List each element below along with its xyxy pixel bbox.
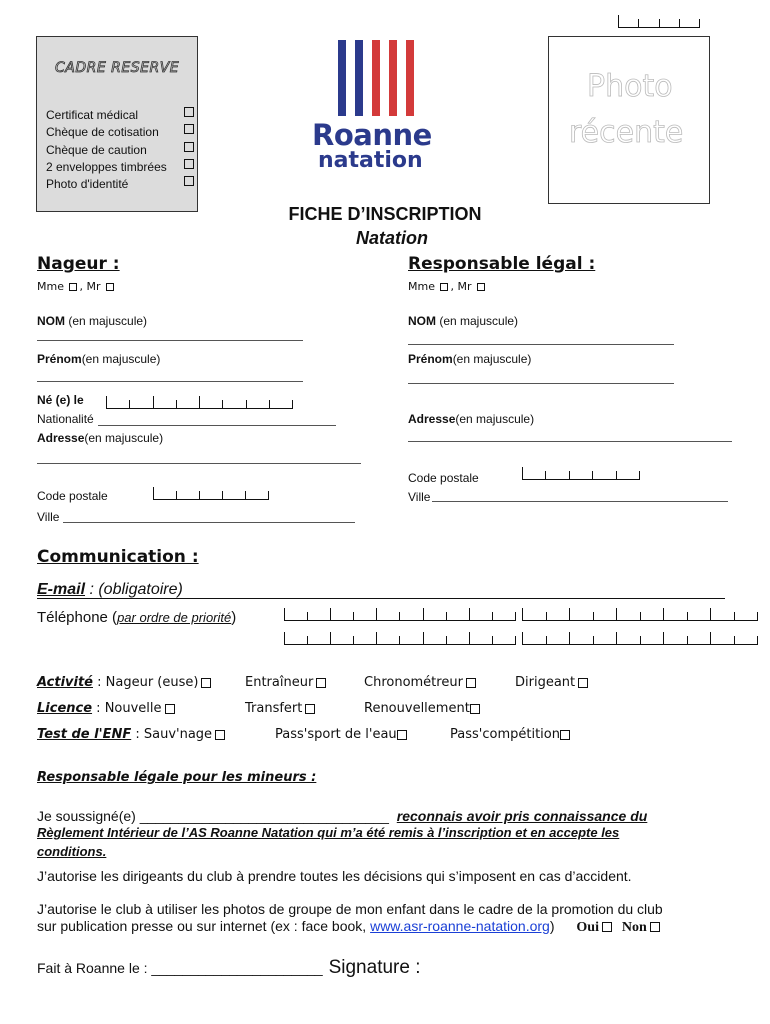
fait-a-roanne xyxy=(37,957,421,979)
page-subtitle: Natation xyxy=(356,228,428,248)
page-title: FICHE D’INSCRIPTION xyxy=(288,204,482,224)
guardian-prenom-field[interactable] xyxy=(408,383,674,384)
checkbox[interactable] xyxy=(578,678,588,688)
mr-checkbox[interactable] xyxy=(106,283,114,291)
reserved-title: CADRE RESERVE xyxy=(55,60,180,76)
autorise-photos: J’autorise le club à utiliser les photos de groupe de mon enfant dans le cadre de la promotion du club xyxy=(37,901,663,917)
guardian-heading: Responsable légal : xyxy=(408,254,596,274)
communication-heading: Communication : xyxy=(37,547,199,567)
swimmer-postal-label: Code postale xyxy=(37,489,108,503)
checkbox[interactable] xyxy=(215,730,225,740)
soussigne-field[interactable]: ________________________________ xyxy=(139,808,389,824)
checkbox[interactable] xyxy=(560,730,570,740)
photo-text-2: récente xyxy=(569,115,684,150)
phone-4-boxes[interactable] xyxy=(522,632,758,645)
swimmer-city-field[interactable] xyxy=(63,522,355,523)
checkbox[interactable] xyxy=(184,107,194,117)
swimmer-heading: Nageur : xyxy=(37,254,120,274)
swimmer-address-field[interactable] xyxy=(37,463,361,464)
activite-dirigeant: Dirigeant xyxy=(515,675,588,690)
soussigne-line: Je soussigné(e) ________________________________ reconnais avoir pris connaissance du xyxy=(37,808,648,824)
test-passcompetition: Pass'compétition xyxy=(450,727,570,742)
signature-label: Signature : xyxy=(328,957,421,978)
swimmer-nationality-label: Nationalité xyxy=(37,412,94,426)
mr-checkbox[interactable] xyxy=(477,283,485,291)
guardian-civility: Mme , Mr xyxy=(408,280,487,293)
reserved-item: Photo d'identité xyxy=(46,176,194,193)
autorise-accident: J’autorise les dirigeants du club à prendre toutes les décisions qui s’imposent en cas d’accident. xyxy=(37,868,632,884)
activite-chronometreur: Chronométreur xyxy=(364,675,476,690)
licence-renouvellement: Renouvellement xyxy=(364,701,480,716)
logo-text-roanne: Roanne xyxy=(312,118,432,152)
logo-stripes-icon xyxy=(312,38,442,118)
checkbox[interactable] xyxy=(165,704,175,714)
checkbox[interactable] xyxy=(184,124,194,134)
photo-box xyxy=(548,36,710,204)
reglement-line: Règlement Intérieur de l’AS Roanne Natation qui m’a été remis à l’inscription et en accepte les xyxy=(37,825,620,840)
activite-row: Activité : Nageur (euse) xyxy=(37,675,211,690)
checkbox[interactable] xyxy=(316,678,326,688)
checkbox[interactable] xyxy=(184,159,194,169)
guardian-city-field[interactable] xyxy=(432,501,728,502)
phone-1-boxes[interactable] xyxy=(284,608,516,621)
checkbox[interactable] xyxy=(466,678,476,688)
checkbox[interactable] xyxy=(470,704,480,714)
guardian-address-label: Adresse(en majuscule) xyxy=(408,412,535,426)
checkbox[interactable] xyxy=(184,176,194,186)
reserved-item: Certificat médical xyxy=(46,107,194,124)
oui-checkbox[interactable] xyxy=(602,922,612,932)
date-field[interactable]: Fait à Roanne le : ______________________ xyxy=(37,960,323,976)
mme-checkbox[interactable] xyxy=(69,283,77,291)
checkbox[interactable] xyxy=(201,678,211,688)
activite-entraineur: Entraîneur xyxy=(245,675,326,690)
swimmer-postal-boxes[interactable] xyxy=(153,487,269,500)
swimmer-prenom-label: Prénom(en majuscule) xyxy=(37,352,161,366)
checkbox[interactable] xyxy=(397,730,407,740)
reserved-item: 2 enveloppes timbrées xyxy=(46,159,194,176)
reserved-list xyxy=(46,107,194,193)
email-field[interactable] xyxy=(37,598,725,599)
reference-number-boxes[interactable] xyxy=(618,15,700,28)
guardian-address-field[interactable] xyxy=(408,441,732,442)
club-logo xyxy=(312,38,442,173)
minors-heading: Responsable légale pour les mineurs : xyxy=(37,770,317,785)
conditions-line: conditions. xyxy=(37,844,107,859)
swimmer-nom-label: NOM (en majuscule) xyxy=(37,314,148,328)
swimmer-civility: Mme , Mr xyxy=(37,280,116,293)
swimmer-prenom-field[interactable] xyxy=(37,381,303,382)
autorise-photos-2: sur publication presse ou sur internet (ex : face book, www.asr-roanne-natation.org) Oui Non xyxy=(37,918,660,936)
photo-text-1: Photo xyxy=(587,69,673,104)
reserved-item: Chèque de caution xyxy=(46,142,194,159)
logo-text-natation: natation xyxy=(318,148,423,173)
swimmer-address-label: Adresse(en majuscule) xyxy=(37,431,164,445)
swimmer-born-label: Né (e) le xyxy=(37,393,84,407)
phone-3-boxes[interactable] xyxy=(284,632,516,645)
guardian-city-label: Ville xyxy=(408,490,431,504)
guardian-postal-label: Code postale xyxy=(408,471,479,485)
mme-checkbox[interactable] xyxy=(440,283,448,291)
email-label: E-mail : (obligatoire) xyxy=(37,581,183,598)
reserved-box xyxy=(36,36,198,212)
swimmer-city-label: Ville xyxy=(37,510,60,524)
swimmer-birthdate-boxes[interactable] xyxy=(106,396,293,409)
licence-row: Licence : Nouvelle xyxy=(37,701,175,716)
licence-transfert: Transfert xyxy=(245,701,315,716)
checkbox[interactable] xyxy=(305,704,315,714)
guardian-nom-field[interactable] xyxy=(408,344,674,345)
test-passsport: Pass'sport de l'eau xyxy=(275,727,407,742)
test-enf-row: Test de l'ENF : Sauv'nage xyxy=(37,727,225,742)
club-website-link[interactable]: www.asr-roanne-natation.org xyxy=(370,918,550,934)
phone-label: Téléphone (par ordre de priorité) xyxy=(37,609,237,626)
guardian-prenom-label: Prénom(en majuscule) xyxy=(408,352,532,366)
guardian-postal-boxes[interactable] xyxy=(522,467,640,480)
phone-2-boxes[interactable] xyxy=(522,608,758,621)
non-checkbox[interactable] xyxy=(650,922,660,932)
swimmer-nationality-field[interactable] xyxy=(98,425,336,426)
guardian-nom-label: NOM (en majuscule) xyxy=(408,314,519,328)
reserved-item: Chèque de cotisation xyxy=(46,124,194,141)
checkbox[interactable] xyxy=(184,142,194,152)
swimmer-nom-field[interactable] xyxy=(37,340,303,341)
